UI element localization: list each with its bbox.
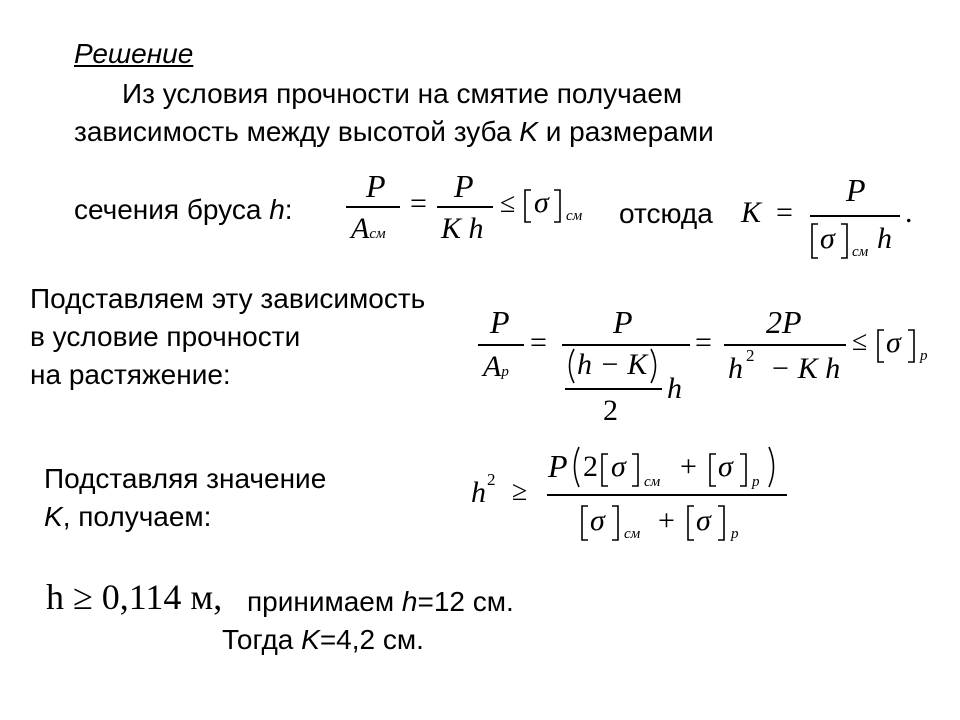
f2-equals: = [776,196,793,229]
f4-den-right-bracket-2 [716,504,726,542]
f2-sigma: σ [820,222,835,255]
f4-num-right-paren [766,446,780,488]
f3-subscript: р [920,348,928,364]
substitute-line-3: на растяжение: [30,359,231,390]
f4-num-sub-cm: см [644,474,661,490]
f2-k: K [741,196,762,229]
f3-inner-bar [565,388,662,390]
f1-subscript: см [566,208,583,224]
f1-sigma: σ [534,186,549,219]
substituting-line-1: Подставляя значение [44,463,327,494]
f4-fraction-bar [547,494,787,496]
f4-num-two: 2 [583,450,598,483]
f4-num-right-bracket-2 [738,452,748,488]
f4-num-right-bracket-1 [630,452,640,488]
accept-line: принимаем h=12 см. [247,586,514,617]
f4-num-left-bracket-1 [600,452,610,488]
f2-subscript: см [852,244,869,260]
paragraph-line-3: сечения бруса h: [74,194,293,225]
then-line: Тогда K=4,2 см. [222,624,424,655]
f1-rhs-numerator: P [454,168,474,204]
f4-den-sub-cm: см [624,526,641,542]
f3-frac1-bar [478,344,524,346]
f3-sigma: σ [886,326,901,359]
substitute-line-1: Подставляем эту зависимость [30,283,426,314]
f2-fraction-bar [810,215,900,217]
f1-lhs-numerator: P [366,168,386,204]
f3-frac3-den-h: h [728,352,743,385]
f3-frac3-den-exponent: 2 [746,346,755,365]
f4-den-sub-p: р [731,526,739,542]
f3-equals-1: = [530,326,547,359]
f3-frac2-h: h [667,372,682,405]
f3-inner-numerator: h − K [577,348,648,381]
f2-numerator: P [846,172,866,208]
f4-num-sub-p: р [752,474,760,490]
f3-left-paren [563,348,577,384]
f4-den-right-bracket-1 [610,504,620,542]
f3-frac3-den-rest: − K h [770,352,841,385]
f4-exponent: 2 [487,470,496,489]
substituting-line-2: K, получаем: [44,501,212,532]
f1-equals: = [410,187,427,220]
f3-frac3-numerator: 2P [766,304,802,340]
f3-right-paren [648,348,662,384]
f1-rhs-denominator: K h [441,212,484,245]
f3-right-bracket [906,328,916,364]
f1-fraction-bar-2 [437,206,493,208]
f4-den-sigma-2: σ [696,504,711,537]
f3-frac1-denominator: Aр [483,350,509,383]
f1-right-bracket [552,188,562,224]
f1-lhs-denominator: Aсм [351,212,386,245]
f2-left-bracket [810,222,820,260]
paragraph-line-2: зависимость между высотой зуба K и размерами [74,116,714,147]
f3-frac1-numerator: P [490,304,510,340]
f4-num-left-bracket-2 [708,452,718,488]
f4-den-plus: + [658,504,675,537]
f1-leq: ≤ [500,188,516,219]
f3-inner-denominator: 2 [603,394,618,427]
f3-frac3-bar [724,344,846,346]
f4-den-sigma-1: σ [590,504,605,537]
f3-frac2-bar [562,344,690,346]
f3-frac2-numerator: P [613,304,633,340]
f4-num-sigma-1: σ [611,450,626,483]
f4-num-P: P [548,448,568,484]
paragraph-line-1: Из условия прочности на смятие получаем [122,78,683,109]
solution-heading: Решение [74,38,194,69]
f4-geq: ≥ [512,476,528,507]
result-formula: h ≥ 0,114 м, [46,577,223,617]
f1-fraction-bar [346,206,400,208]
f3-left-bracket [876,328,886,364]
f4-num-plus: + [680,450,697,483]
f2-h: h [877,222,892,255]
f3-equals-2: = [695,326,712,359]
f2-right-bracket [839,222,849,260]
f4-den-left-bracket-1 [580,504,590,542]
f4-den-left-bracket-2 [686,504,696,542]
substitute-line-2: в условие прочности [30,321,301,352]
f4-num-sigma-2: σ [718,450,733,483]
hence-label: отсюда [619,198,713,229]
f4-num-left-paren [568,446,582,488]
f1-left-bracket [523,188,533,224]
f4-h: h [471,476,486,509]
f3-leq: ≤ [852,326,868,357]
f2-period: . [905,196,913,229]
